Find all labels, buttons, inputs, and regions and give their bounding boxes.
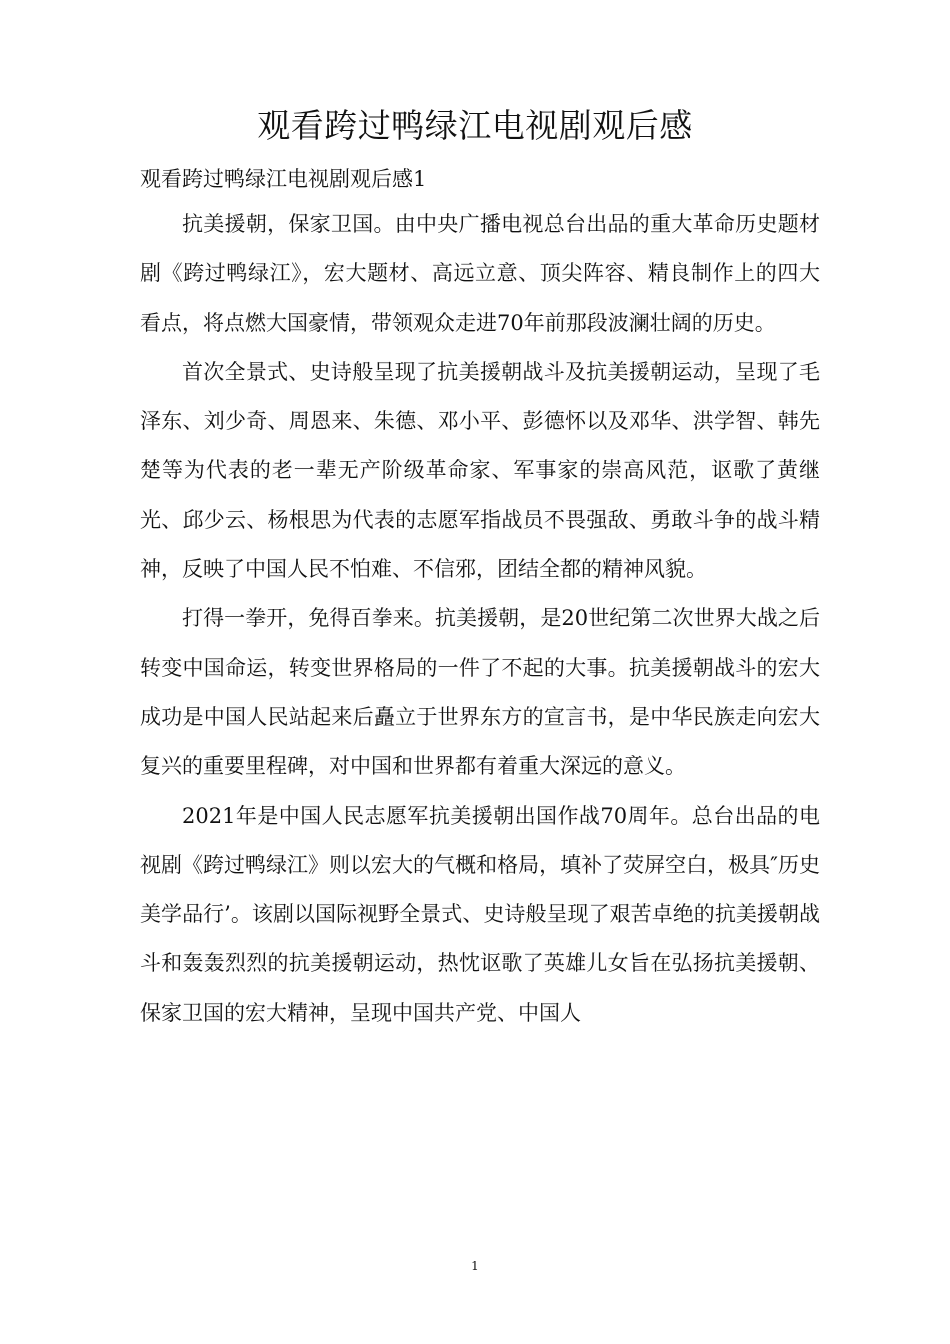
document-title: 观看跨过鸭绿江电视剧观后感 bbox=[257, 106, 693, 145]
paragraph-3: 打得一拳开，免得百拳来。抗美援朝，是20世纪第二次世界大战之后转变中国命运，转变世界格局的一件了不起的大事。抗美援朝战斗的宏大成功是中国人民站起来后矗立于世界东方的宣言书，是中华民族走向宏大复兴的重要里程碑，对中国和世界都有着重大深远的意义。 bbox=[140, 606, 820, 779]
document-body bbox=[140, 200, 820, 1038]
paragraph-4: 2021年是中国人民志愿军抗美援朝出国作战70周年。总台出品的电视剧《跨过鸭绿江》则以宏大的气概和格局，填补了荧屏空白，极具″历史美学品行’。该剧以国际视野全景式、史诗般呈现了艰苦卓绝的抗美援朝战斗和轰轰烈烈的抗美援朝运动，热忱讴歌了英雄儿女旨在弘扬抗美援朝、保家卫国的宏大精神，呈现中国共产党、中国人 bbox=[140, 803, 820, 1025]
paragraph-1: 抗美援朝，保家卫国。由中央广播电视总台出品的重大革命历史题材剧《跨过鸭绿江》，宏大题材、高远立意、顶尖阵容、精良制作上的四大看点，将点燃大国豪情，带领观众走进70年前那段波澜壮阔的历史。 bbox=[140, 212, 820, 335]
page-number: 1 bbox=[471, 1259, 479, 1273]
document-subtitle: 观看跨过鸭绿江电视剧观后感1 bbox=[140, 167, 427, 191]
paragraph-2: 首次全景式、史诗般呈现了抗美援朝战斗及抗美援朝运动，呈现了毛泽东、刘少奇、周恩来、朱德、邓小平、彭德怀以及邓华、洪学智、韩先楚等为代表的老一辈无产阶级革命家、军事家的崇高风范，讴歌了黄继光、邱少云、杨根思为代表的志愿军指战员不畏强敌、勇敢斗争的战斗精神，反映了中国人民不怕难、不信邪，团结全都的精神风貌。 bbox=[140, 359, 820, 582]
